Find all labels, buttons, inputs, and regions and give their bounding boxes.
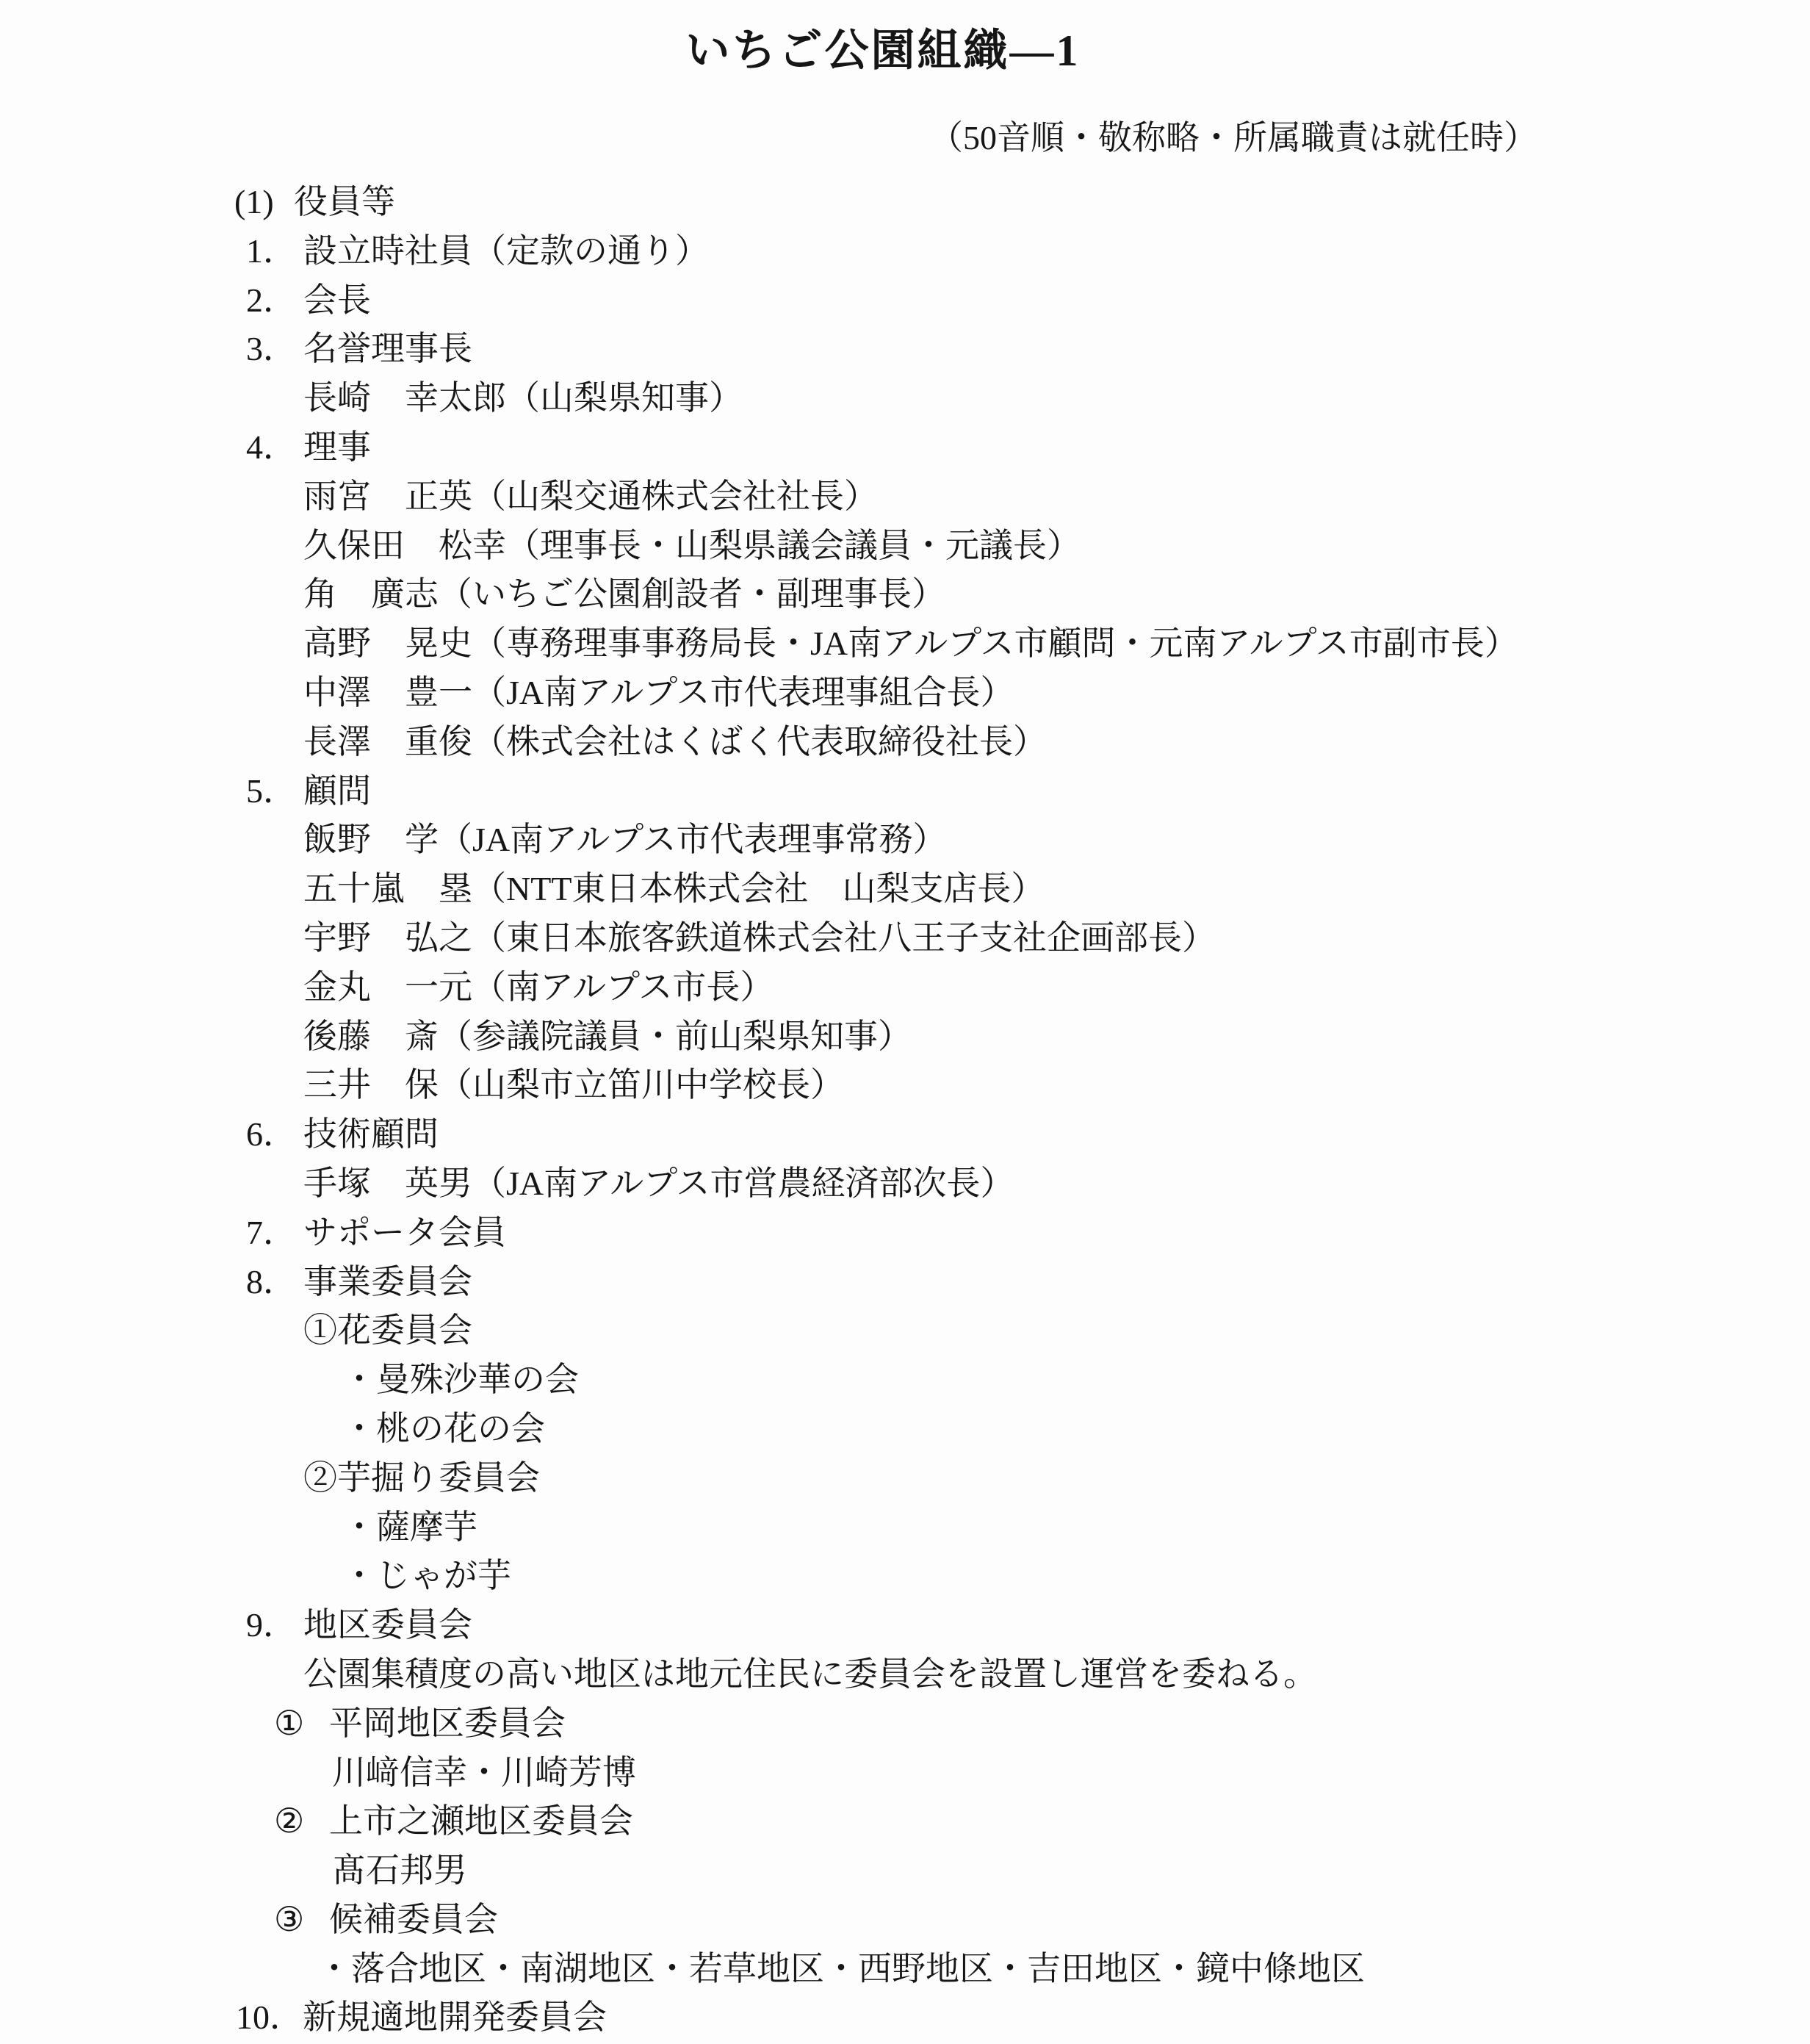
- member-text: 後藤 斎（参議院議員・前山梨県知事）: [303, 1017, 912, 1055]
- district-text: 候補委員会: [329, 1900, 498, 1938]
- district-candidate-list: [0, 1945, 1810, 1994]
- item-text: 設立時社員（定款の通り）: [303, 231, 709, 270]
- member-text: 角 廣志（いちご公園創設者・副理事長）: [303, 575, 945, 613]
- item-text: サポータ会員: [303, 1213, 506, 1251]
- district-hiraoka-members: [0, 1749, 1810, 1798]
- district-hiraoka: [0, 1699, 1810, 1749]
- member-mitsui: [0, 1061, 1810, 1110]
- section-text: 役員等: [294, 183, 395, 220]
- member-amemiya: [0, 472, 1810, 522]
- item-honorary-president: [0, 325, 1810, 374]
- member-kubota: [0, 522, 1810, 571]
- item-number: 9．: [246, 1606, 297, 1644]
- member-text: 高野 晃史（専務理事事務局長・JA南アルプス市顧問・元南アルプス市副市長）: [303, 625, 1518, 663]
- member-igarashi: [0, 865, 1810, 914]
- member-text: 宇野 弘之（東日本旅客鉄道株式会社八王子支社企画部長）: [303, 918, 1216, 957]
- item-directors: [0, 423, 1810, 472]
- member-iino: [0, 816, 1810, 865]
- section-officers: [0, 178, 1810, 227]
- org-list: [0, 178, 1810, 2043]
- item-founding-members: [0, 227, 1810, 276]
- item-text: 顧問: [303, 771, 371, 810]
- district-number: ①: [274, 1704, 305, 1742]
- item-number: 10．: [236, 1998, 303, 2037]
- item-text: 事業委員会: [303, 1262, 472, 1300]
- member-tezuka: [0, 1159, 1810, 1209]
- member-text: 金丸 一元（南アルプス市長）: [303, 968, 774, 1006]
- member-text: 手塚 英男（JA南アルプス市営農経済部次長）: [303, 1164, 1014, 1202]
- district-list-text: ・落合地区・南湖地区・若草地区・西野地区・吉田地区・鏡中條地区: [317, 1949, 1365, 1987]
- committee-text: ②芋掘り委員会: [303, 1458, 540, 1497]
- item-text: 会長: [303, 281, 371, 319]
- item-text: 新規適地開発委員会: [303, 1998, 607, 2037]
- item-technical-advisor: [0, 1110, 1810, 1159]
- member-takano: [0, 619, 1810, 669]
- group-jagaimo: [0, 1552, 1810, 1601]
- item-number: 6．: [246, 1115, 297, 1154]
- member-nagasawa: [0, 718, 1810, 767]
- section-number: (1): [234, 183, 274, 220]
- district-number: ②: [274, 1802, 305, 1840]
- item-number: 4．: [246, 428, 297, 466]
- member-kanamaru: [0, 963, 1810, 1012]
- member-text: 三井 保（山梨市立笛川中学校長）: [303, 1066, 844, 1104]
- member-text: 髙石邦男: [332, 1852, 467, 1890]
- item-number: 1．: [246, 231, 297, 270]
- member-text: 五十嵐 塁（NTT東日本株式会社 山梨支店長）: [303, 870, 1045, 908]
- member-text: 飯野 学（JA南アルプス市代表理事常務）: [303, 821, 947, 859]
- member-text: 雨宮 正英（山梨交通株式会社社長）: [303, 477, 878, 515]
- member-text: 長崎 幸太郎（山梨県知事）: [303, 379, 743, 417]
- committee-text: ①花委員会: [303, 1311, 472, 1350]
- member-nakazawa: [0, 669, 1810, 718]
- member-text: 川﨑信幸・川崎芳博: [332, 1753, 636, 1791]
- district-number: ③: [274, 1900, 305, 1938]
- item-number: 3．: [246, 330, 297, 368]
- group-text: ・桃の花の会: [342, 1409, 545, 1447]
- group-text: ・薩摩芋: [342, 1508, 477, 1546]
- item-number: 5．: [246, 771, 297, 810]
- group-manjushage: [0, 1356, 1810, 1405]
- member-text: 久保田 松幸（理事長・山梨県議会議員・元議長）: [303, 526, 1081, 564]
- committee-imohori: [0, 1454, 1810, 1503]
- item-text: 名誉理事長: [303, 330, 472, 368]
- item-supporter-members: [0, 1209, 1810, 1258]
- item-number: 2．: [246, 281, 297, 319]
- sort-note: （50音順・敬称略・所属職責は就任時）: [929, 119, 1537, 156]
- district-kamiichinose: [0, 1797, 1810, 1846]
- member-sumi: [0, 570, 1810, 619]
- item-chairman: [0, 276, 1810, 325]
- district-kamiichinose-members: [0, 1846, 1810, 1896]
- member-uno: [0, 914, 1810, 963]
- item-district-committees: [0, 1601, 1810, 1650]
- group-momo-no-hana: [0, 1405, 1810, 1454]
- district-note-text: 公園集積度の高い地区は地元住民に委員会を設置し運営を委ねる。: [303, 1655, 1317, 1693]
- member-nagasaki: [0, 374, 1810, 423]
- group-text: ・曼殊沙華の会: [342, 1361, 579, 1399]
- group-satsumaimo: [0, 1503, 1810, 1552]
- district-candidate: [0, 1896, 1810, 1945]
- document-title: いちご公園組織―1: [685, 26, 1081, 75]
- item-text: 技術顧問: [303, 1115, 439, 1154]
- district-text: 上市之瀬地区委員会: [329, 1802, 633, 1840]
- member-goto: [0, 1012, 1810, 1062]
- item-advisors: [0, 767, 1810, 816]
- committee-flower: [0, 1306, 1810, 1356]
- item-text: 地区委員会: [303, 1606, 472, 1644]
- item-number: 8．: [246, 1262, 297, 1300]
- item-number: 7．: [246, 1213, 297, 1251]
- member-text: 長澤 重俊（株式会社はくばく代表取締役社長）: [303, 722, 1047, 760]
- item-new-site-committee: [0, 1993, 1810, 2043]
- district-note: [0, 1650, 1810, 1699]
- district-text: 平岡地区委員会: [329, 1704, 566, 1742]
- group-text: ・じゃが芋: [342, 1557, 511, 1595]
- item-business-committees: [0, 1258, 1810, 1307]
- member-text: 中澤 豊一（JA南アルプス市代表理事組合長）: [303, 673, 1014, 711]
- item-text: 理事: [303, 428, 371, 466]
